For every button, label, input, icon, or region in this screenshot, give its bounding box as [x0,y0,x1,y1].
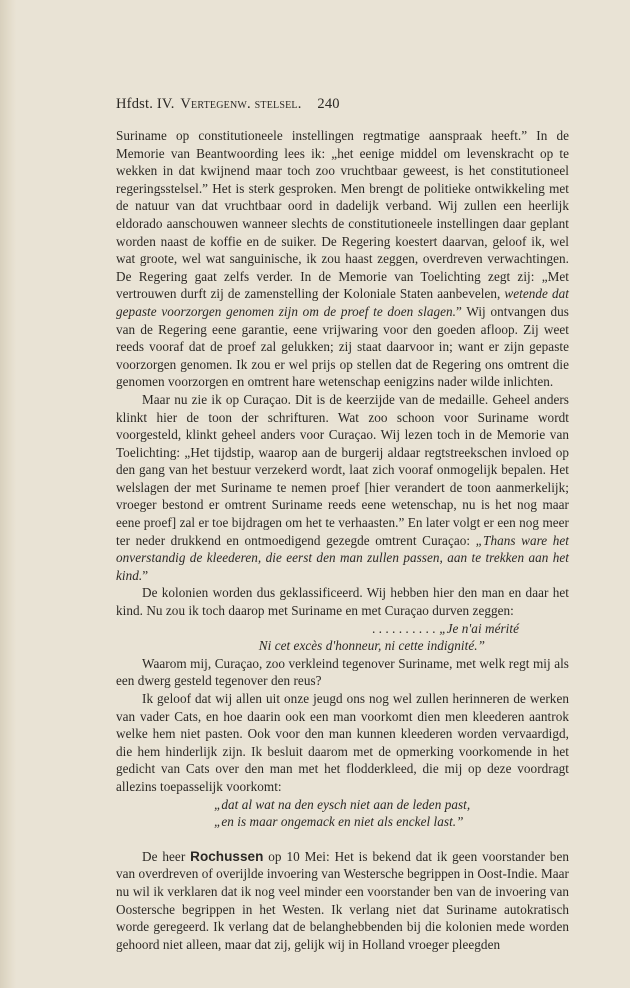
paragraph-3: De kolonien worden dus geklassificeerd. Wij hebben hier den man en daar het kind. Nu zou ik toch daarop met Suriname en met Curaçao durven zeggen: [116,585,569,619]
paragraph-2-italic: „Thans ware het onverstandig de kleederen, die eerst den man zullen passen, aan te trekken aan het kind. [116,532,569,583]
paragraph-5: Ik geloof dat wij allen uit onze jeugd ons nog wel zullen herinneren de werken van vader Cats, en hoe daarin ook een man voorkomt dien men kleederen aantrok welke hem niet pasten. Ook voor den man kunnen kleederen worden vervaardigd, die hem hinderlijk zijn. Ik besluit daarom met de opmerking voorkomende in het gedicht van Cats over den man met het flodderkleed, die mij op deze voordragt allezins toepasselijk voorkomt: [116,691,569,794]
section-gap [116,831,569,848]
paragraph-4: Waarom mij, Curaçao, zoo verkleind tegenover Suriname, met welk regt mij als een dwerg gesteld tegenover den reus? [116,655,569,689]
page-number: 240 [317,96,340,112]
chapter-label: Hfdst. IV. [116,96,175,112]
paragraph-2 [116,391,569,585]
paragraph-6 [116,848,569,954]
paragraph-1-end: ” Wij ontvangen dus van de Regering eene garantie, eene vrijwaring voor den goeden afloop. Zij weet reeds vooraf dat de proef zal gelukken; zij staat daarvoor in; want er zijn gepaste voorzorgen genomen. Ik zou er wel prijs op stellen dat de Regering ons omtrent die genomen voorzorgen en omtrent hare wetenschap eenigzins nader wilde inlichten. [116,303,569,390]
section-label: Vertegenw. stelsel. [180,96,302,112]
running-header [116,95,569,113]
verse-line-1: „dat al wat na den eysch niet aan de leden past, [214,796,471,812]
book-page [116,95,569,953]
book-gutter [0,0,16,988]
paragraph-6-text: op 10 Mei: Het is bekend dat ik geen voorstander ben van overdreven of overijlde invoering van Westersche begrippen in Oost-Indie. Maar nu wil ik verklaren dat ik nog veel minder een voorstander ben van de invoering van Oostersche begrippen in het Westen. Ik verlang niet dat Suriname autokratisch worde geregeerd. Ik verlang dat de belanghebbenden bij die kolonien mede worden gehoord niet alleen, maar dat zij, gelijk wij in Holland vroeger pleegden [116,848,569,952]
paragraph-1-text: Suriname op constitutioneele instellingen regtmatige aanspraak heeft.” In de Memorie van Beantwoording lees ik: „het eenige middel om levenskracht op te wekken in dat kwijnend maar toch zoo vruchtbaar geweest, is het constitutioneel regeringsstelsel.” Het is sterk gesproken. Men brengt de politieke ontwikkeling met de natuur van dat vruchtbaar oord in dadelijk verband. Wij zullen een heerlijk eldorado aanschouwen wanneer slechts de constitutioneele instellingen daar geplant worden naast de koffie en de suiker. De Regering koestert daarvan, geloof ik, wel wat groote, wel wat sanguinische, ik zou haast zeggen, overdreven verwachtingen. De Regering gaat zelfs verder. In de Memorie van Toelichting zegt zij: „Met vertrouwen durft zij de zamenstelling der Koloniale Staten aanbevelen, [116,128,569,302]
paragraph-2-text: Maar nu zie ik op Curaçao. Dit is de keerzijde van de medaille. Geheel anders klinkt hier de toon der schrifturen. Wat zoo schoon voor Suriname wordt voorgesteld, klinkt geheel anders voor Curaçao. Wij lezen toch in de Memorie van Toelichting: „Het tijdstip, waarop aan de burgerij aldaar regtstreekschen invloed op den gang van het bestuur verzekerd wordt, laat zich vooraf onmogelijk bepalen. Het welslagen der met Suriname te nemen proef [hier verandert de toon aanmerkelijk; vroeger bestond er omtrent Suriname reeds eene wetenschap, nu is het nog maar eene proef] zal er toe bijdragen om het te verhaasten.” En later volgt er een nog meer ter neder drukkend en ontmoedigend gezegde omtrent Curaçao: [116,391,569,548]
french-quote-line-1: . . . . . . . . . . „Je n'ai mérité [372,620,519,636]
speaker-name: Rochussen [190,848,264,864]
paragraph-1 [116,127,569,391]
paragraph-6-start: De heer [142,848,186,864]
verse-line-2: „en is maar ongemack en niet als enckel last.” [214,814,464,830]
french-quote-line-2: Ni cet excès d'honneur, ni cette indignité.” [258,638,485,654]
paragraph-2-end: ” [142,567,149,583]
paragraph-1-italic: wetende dat gepaste voorzorgen genomen zijn om de proef te doen slagen. [116,286,570,319]
